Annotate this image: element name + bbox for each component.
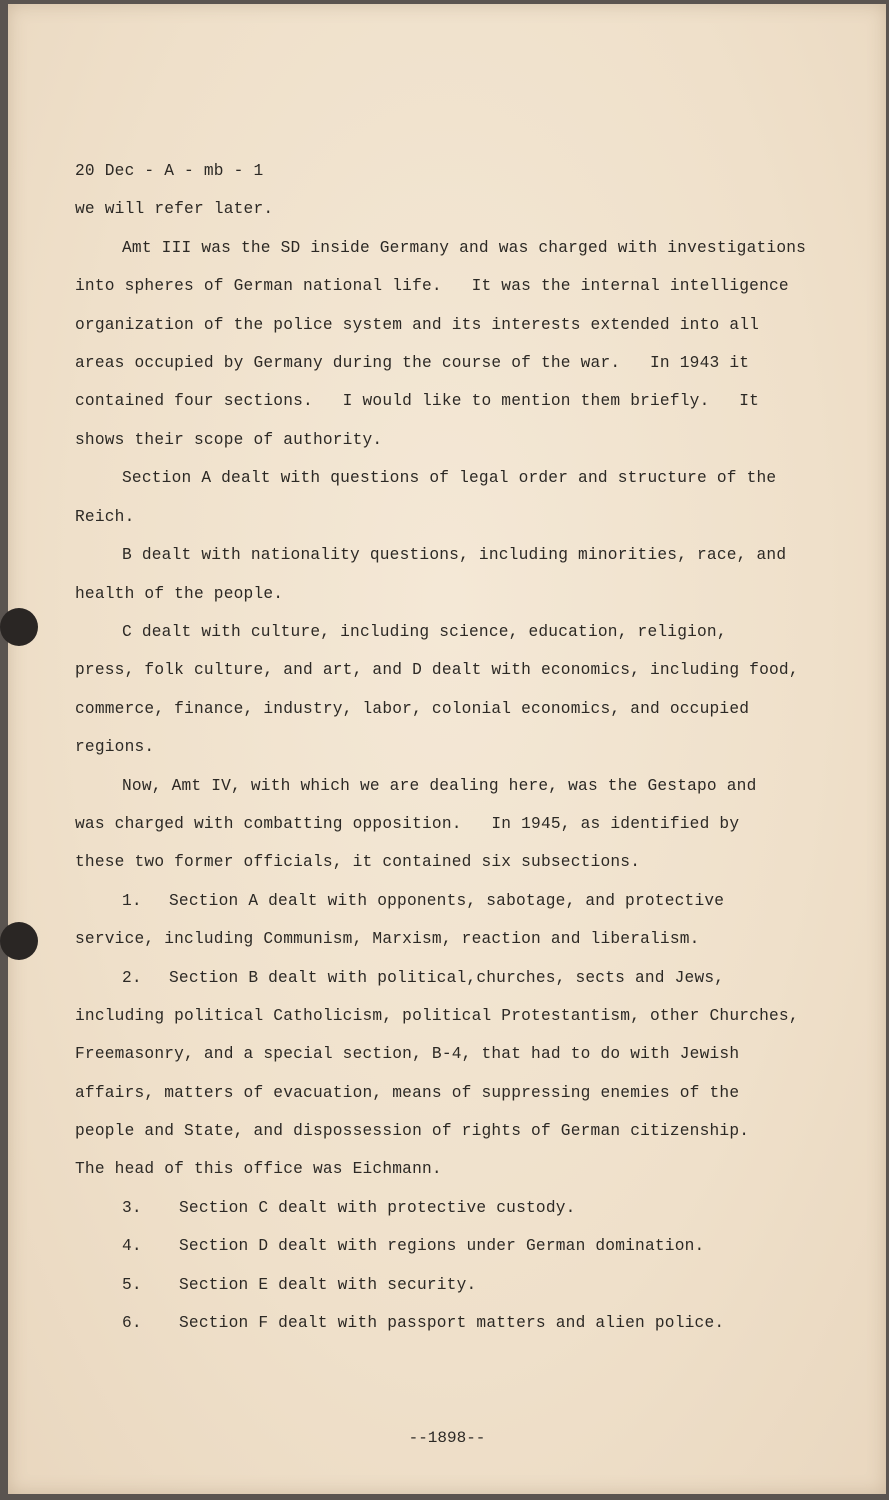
text-line: C dealt with culture, including science, education, religion,: [122, 623, 727, 641]
list-item-text: Section F dealt with passport matters and alien police.: [179, 1314, 725, 1332]
text-line: contained four sections. I would like to mention them briefly. It: [75, 392, 760, 410]
list-number: 3.: [122, 1199, 142, 1217]
text-line: B dealt with nationality questions, including minorities, race, and: [122, 546, 787, 564]
list-item-text: Section B dealt with political,churches, sects and Jews,: [169, 969, 725, 987]
text-line: Amt III was the SD inside Germany and was charged with investigations: [122, 239, 807, 257]
text-line: these two former officials, it contained six subsections.: [75, 853, 641, 871]
text-line: organization of the police system and its interests extended into all: [75, 316, 760, 334]
text-line: affairs, matters of evacuation, means of suppressing enemies of the: [75, 1084, 740, 1102]
punch-hole: [0, 608, 38, 646]
text-line: Now, Amt IV, with which we are dealing here, was the Gestapo and: [122, 777, 757, 795]
list-item-text: Section E dealt with security.: [179, 1276, 477, 1294]
text-line: Section A dealt with questions of legal order and structure of the: [122, 469, 777, 487]
text-line: Reich.: [75, 508, 135, 526]
list-number: 5.: [122, 1276, 142, 1294]
list-number: 1.: [122, 892, 142, 910]
text-line: into spheres of German national life. It was the internal intelligence: [75, 277, 789, 295]
text-line: was charged with combatting opposition. In 1945, as identified by: [75, 815, 740, 833]
text-line: Freemasonry, and a special section, B-4, that had to do with Jewish: [75, 1045, 740, 1063]
text-line: shows their scope of authority.: [75, 431, 383, 449]
punch-hole: [0, 922, 38, 960]
text-line: press, folk culture, and art, and D dealt with economics, including food,: [75, 661, 799, 679]
text-line: including political Catholicism, political Protestantism, other Churches,: [75, 1007, 799, 1025]
text-line: commerce, finance, industry, labor, colonial economics, and occupied: [75, 700, 750, 718]
text-line: people and State, and dispossession of rights of German citizenship.: [75, 1122, 750, 1140]
list-number: 2.: [122, 969, 142, 987]
list-number: 4.: [122, 1237, 142, 1255]
document-page: [8, 4, 886, 1494]
text-line: health of the people.: [75, 585, 284, 603]
text-line: service, including Communism, Marxism, reaction and liberalism.: [75, 930, 700, 948]
text-line: The head of this office was Eichmann.: [75, 1160, 442, 1178]
page-header: 20 Dec - A - mb - 1: [75, 162, 264, 180]
list-item-text: Section A dealt with opponents, sabotage, and protective: [169, 892, 725, 910]
list-item-text: Section D dealt with regions under German domination.: [179, 1237, 705, 1255]
text-line: we will refer later.: [75, 200, 274, 218]
list-item-text: Section C dealt with protective custody.: [179, 1199, 576, 1217]
page-number: --1898--: [408, 1429, 486, 1447]
text-line: regions.: [75, 738, 155, 756]
list-number: 6.: [122, 1314, 142, 1332]
text-line: areas occupied by Germany during the course of the war. In 1943 it: [75, 354, 750, 372]
